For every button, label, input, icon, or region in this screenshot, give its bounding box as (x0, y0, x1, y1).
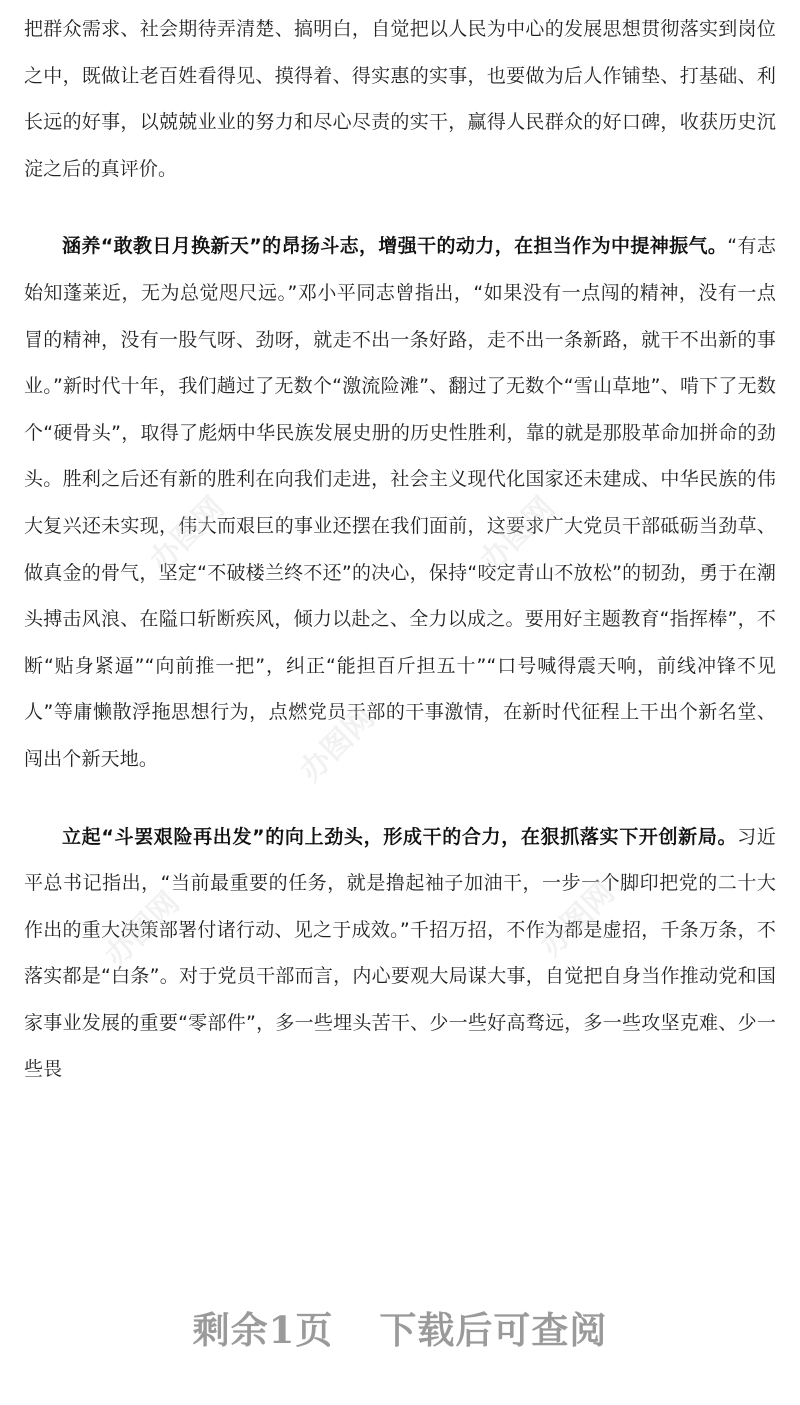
paragraph-2-lead: 涵养“敢教日月换新天”的昂扬斗志，增强干的动力，在担当作为中提神振气。 (62, 235, 728, 258)
paragraph-2-body: “有志始知蓬莱近，无为总觉咫尺远。”邓小平同志曾指出，“如果没有一点闯的精神，没有一点冒的精神，没有一股气呀、劲呀，就走不出一条好路，走不出一条新路，就干不出新的事业。”新时代十年，我们趟过了无数个“激流险滩”、翻过了无数个“雪山草地”、啃下了无数个“硬骨头”，取得了彪炳中华民族发展史册的历史性胜利，靠的就是那股革命加拼命的劲头。胜利之后还有新的胜利在向我们走进，社会主义现代化国家还未建成、中华民族的伟大复兴还未实现，伟大而艰巨的事业还摆在我们面前，这要求广大党员干部砥砺当劲草、做真金的骨气，坚定“不破楼兰终不还”的决心，保持“咬定青山不放松”的韧劲，勇于在潮头搏击风浪、在隘口斩断疾风，倾力以赴之、全力以成之。要用好主题教育“指挥棒”，不断“贴身紧逼”“向前推一把”，纠正“能担百斤担五十”“口号喊得震天响，前线冲锋不见人”等庸懒散浮拖思想行为，点燃党员干部的干事激情，在新时代征程上干出个新名堂、闯出个新天地。 (24, 235, 777, 770)
document-body (24, 0, 776, 1093)
paragraph-3-body: 习近平总书记指出，“当前最重要的任务，就是撸起袖子加油干，一步一个脚印把党的二十大作出的重大决策部署付诸行动、见之于成效。”千招万招，不作为都是虚招，千条万条，不落实都是“白条”。对于党员干部而言，内心要观大局谋大事，自觉把自身当作推动党和国家事业发展的重要“零部件”，多一些埋头苦干、少一些好高骛远，多一些攻坚克难、少一些畏 (24, 825, 776, 1081)
watermark: 办图网 (143, 490, 232, 579)
watermark: 办图网 (533, 875, 622, 964)
download-prompt-banner[interactable] (0, 1300, 800, 1354)
paragraph-3 (24, 814, 776, 1094)
remaining-pages-label: 剩余1页 (192, 1308, 334, 1352)
watermark: 办图网 (293, 700, 382, 789)
watermark: 办图网 (473, 490, 562, 579)
download-to-view-label: 下载后可查阅 (379, 1308, 608, 1352)
paragraph-1 (24, 6, 776, 192)
paragraph-3-lead: 立起“斗罢艰险再出发”的向上劲头，形成干的合力，在狠抓落实下开创新局。 (62, 825, 738, 848)
paragraph-1-text: 把群众需求、社会期待弄清楚、搞明白，自觉把以人民为中心的发展思想贯彻落实到岗位之中，既做让老百姓看得见、摸得着、得实惠的实事，也要做为后人作铺垫、打基础、利长远的好事，以兢兢业业的努力和尽心尽责的实干，赢得人民群众的好口碑，收获历史沉淀之后的真评价。 (24, 18, 776, 180)
paragraph-2 (24, 223, 776, 782)
watermark: 办图网 (98, 885, 187, 974)
